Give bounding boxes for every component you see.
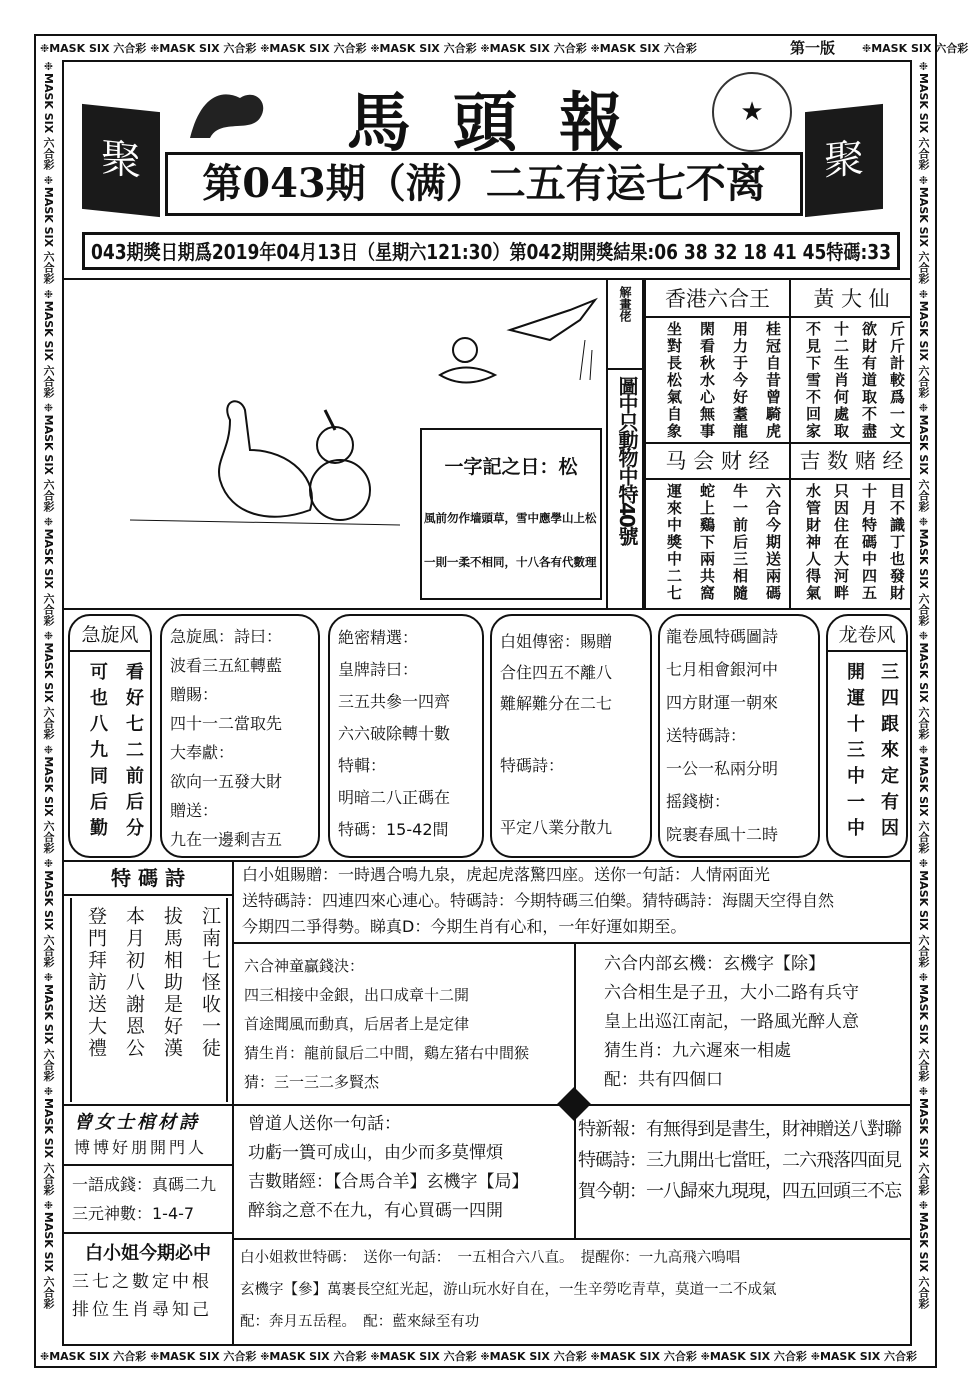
whirlwind-title: 急旋风	[70, 620, 150, 652]
text-line: 白小姐救世特碼： 送你一句話： 一五相合六八直。 提醒你：一九高飛六鳴唱	[240, 1250, 741, 1266]
border-text-top: ❉MASK SIX 六合彩 ❉MASK SIX 六合彩 ❉MASK SIX 六合彩 ❉MASK SIX 六合彩 ❉MASK SIX 六合彩 ❉MASK SIX 六合彩	[40, 42, 697, 55]
text-line: 三五共參一四齊	[338, 692, 451, 711]
wong-tai-sin-title: 黃 大 仙	[791, 282, 912, 318]
taoist-block	[248, 1110, 529, 1226]
issue-banner	[165, 152, 803, 216]
secret-box	[328, 614, 484, 858]
poem-column: 用力于今好耋龍	[731, 321, 749, 440]
white-sister-box	[490, 614, 652, 858]
special-news-block	[578, 1114, 901, 1207]
text-line: 今期四二爭得勢。睇真D：今期生肖有心和，一年好運如期至。	[242, 917, 687, 936]
tornado-title: 龙卷风	[828, 620, 906, 652]
poem-column: 目不識丁也發財	[888, 483, 906, 602]
horse-finance-poem	[652, 483, 784, 602]
text-line: 白小姐賜贈：一時遇合鳴九泉，虎起虎落驚四座。送你一句話：人情兩面光	[242, 865, 771, 884]
draw-info-line	[82, 232, 900, 270]
poem-column: 三四跟來定有因	[878, 662, 899, 844]
border-text-left: ❉MASK SIX 六合彩 ❉MASK SIX 六合彩 ❉MASK SIX 六合彩 ❉MASK SIX 六合彩 ❉MASK SIX 六合彩 ❉MASK SIX 六合彩 ❉MASK SIX 六合彩 ❉MASK SIX 六合彩 ❉MASK SIX 六合彩 ❉MASK SIX 六合彩 ❉MASK SIX 六合彩	[42, 60, 55, 1309]
poem-column: 桂冠自昔曾騎虎	[764, 321, 782, 440]
border-text-right: ❉MASK SIX 六合彩 ❉MASK SIX 六合彩 ❉MASK SIX 六合彩 ❉MASK SIX 六合彩 ❉MASK SIX 六合彩 ❉MASK SIX 六合彩 ❉MASK SIX 六合彩 ❉MASK SIX 六合彩 ❉MASK SIX 六合彩 ❉MASK SIX 六合彩 ❉MASK SIX 六合彩	[917, 60, 930, 1309]
border-text-bottom: ❉MASK SIX 六合彩 ❉MASK SIX 六合彩 ❉MASK SIX 六合彩 ❉MASK SIX 六合彩 ❉MASK SIX 六合彩 ❉MASK SIX 六合彩 ❉MASK SIX 六合彩 ❉MASK SIX 六合彩	[40, 1350, 918, 1363]
text-line: 猜生肖：龍前鼠后二中間，鷄左猪右中間猴	[244, 1044, 530, 1062]
poem-column: 斤斤計較爲一文	[888, 321, 906, 440]
goose-illustration	[120, 390, 410, 540]
text-line: 波看三五紅轉藍	[170, 656, 283, 675]
text-line: 大奉獻：	[170, 743, 235, 762]
hk-king-poem	[652, 321, 784, 440]
poem-column: 登門拜訪送大禮	[85, 906, 107, 1060]
word-of-day-box	[420, 428, 602, 600]
border-text-top-end: ❉MASK SIX 六合彩	[862, 42, 969, 55]
money-words	[64, 1164, 232, 1232]
text-line: 摇錢樹：	[666, 792, 731, 811]
whirlwind-poem	[76, 662, 146, 844]
miss-bai-box	[64, 1232, 232, 1330]
lady-zeng-title: 曾女士棺材詩	[64, 1104, 232, 1136]
text-line: 曾道人送你一句話：	[248, 1114, 401, 1134]
star-icon: ★	[740, 97, 764, 127]
text-line: 送特碼詩：四連四來心連心。特碼詩：今期特碼三伯樂。猜特碼詩：海闊天空得自然	[242, 891, 835, 910]
text-line: 六合神童贏錢決：	[244, 957, 365, 975]
tornado-poem	[833, 662, 901, 844]
row-divider	[232, 1238, 912, 1240]
flag-char: 聚	[824, 134, 864, 186]
text-line: 四三相接中金銀，出口成章十二開	[244, 986, 470, 1004]
text-line: 功虧一簣可成山，由少而多莫憚煩	[248, 1143, 503, 1163]
poem-column: 拔馬相助是好漢	[161, 906, 183, 1060]
poem-column: 可也八九同后勤	[87, 662, 108, 844]
word-of-day-title: 一字記之日：松	[444, 456, 578, 478]
text-line: 一公一私兩分明	[666, 759, 779, 778]
child-god-block	[244, 952, 529, 1097]
text-line: 玄機字【參】萬裹長空紅光起，游山玩水好自在，一生辛勞吃青草，莫道一二不成氣	[240, 1282, 777, 1298]
row-divider	[232, 942, 912, 944]
text-line: 六六破除轉十數	[338, 724, 451, 743]
miss-bai-line: 排位生肖尋知己	[72, 1300, 212, 1320]
tornado-poem-box	[658, 614, 820, 858]
inner-secret-block	[604, 950, 859, 1095]
masthead-title: 馬 頭 報	[346, 86, 634, 161]
poem-column: 六合今期送兩碼	[764, 483, 782, 602]
text-line: 贈賜：	[170, 685, 219, 704]
riddle-divider	[606, 368, 644, 370]
text-line: 送特碼詩：	[666, 726, 747, 745]
text-line: 醉翁之意不在九，有心買碼一四開	[248, 1201, 503, 1221]
poem-column: 江南七怪收一徒	[199, 906, 221, 1060]
official-stamp	[712, 72, 792, 152]
money-word-line: 一語成錢：真碼二九	[72, 1175, 217, 1194]
poem-column: 牛一前后三相隨	[731, 483, 749, 602]
whirlwind-poem-box	[160, 614, 320, 858]
text-line: 吉數賭經：【合馬合羊】玄機字【局】	[248, 1172, 529, 1192]
hk-king-title: 香港六合王	[646, 282, 789, 318]
text-line: 特碼：15-42間	[338, 820, 449, 839]
poem-column: 看好七二前后分	[123, 662, 144, 844]
wong-tai-sin-poem	[796, 321, 908, 440]
text-line: 合住四五不離八	[500, 663, 613, 682]
text-line: 白姐傳密：賜贈	[500, 632, 613, 651]
text-line: 四十一二當取先	[170, 714, 283, 733]
issue-banner-text: 第043期（满）二五有运七不离	[202, 160, 766, 207]
special-poem	[74, 906, 224, 1060]
edition-label: 第一版	[790, 39, 836, 57]
shark-octopus-illustration	[420, 290, 605, 400]
text-line: 特新報：有無得到是書生，財神贈送八對聯	[578, 1119, 901, 1140]
poem-column: 開運十三中一中	[844, 662, 865, 844]
text-line: 特輯：	[338, 756, 387, 775]
text-line: 龍卷風特碼圖詩	[666, 627, 779, 646]
text-line: 絶密精選：	[338, 628, 419, 647]
special-poem-title: 特 碼 詩	[64, 862, 232, 896]
text-line: 平定八業分散九	[500, 818, 613, 837]
miss-bai-line: 三七之數定中根	[72, 1272, 212, 1292]
poem-column: 十二生肖何處取	[832, 321, 850, 440]
text-line: 皇上出巡江南記，一路風光醉人意	[604, 1012, 859, 1032]
text-line: 明暗二八正碼在	[338, 788, 451, 807]
poem-column: 不見下雪不回家	[804, 321, 822, 440]
text-line: 配：奔月五岳程。 配：藍來緑至有功	[240, 1314, 480, 1330]
text-line: 六合相生是子丑，大小二路有兵守	[604, 983, 859, 1003]
text-line: 急旋風：詩曰：	[170, 627, 283, 646]
text-line: 首途聞風而動真，后居者上是定律	[244, 1015, 470, 1033]
draw-info-text: 043期獎日期爲2019年04月13日（星期六121:30）第042期開獎結果:06 38 32 18 41 45特碼:33	[91, 240, 892, 264]
text-line: 欲向一五發大財	[170, 772, 283, 791]
text-line: 贈送：	[170, 801, 219, 820]
word-of-day-line: 一則一柔不相同，十八各有代數理	[424, 555, 597, 569]
text-line: 猜：三一三二多賢杰	[244, 1073, 380, 1091]
dragon-logo-icon	[180, 78, 280, 148]
left-flag	[82, 104, 160, 217]
poem-column: 本月初八謝恩公	[123, 906, 145, 1060]
poem-column: 蛇上鷄下兩共窩	[698, 483, 716, 602]
text-line: 難解難分在二七	[500, 694, 613, 713]
text-line: 四方財運一朝來	[666, 693, 779, 712]
lucky-gamble-title: 吉 数 赌 经	[791, 442, 912, 480]
poem-column: 十月特碼中四五	[860, 483, 878, 602]
text-line: 配：共有四個口	[604, 1070, 723, 1090]
riddle-hint: 圖中只動物中特40號	[615, 376, 639, 544]
poem-column: 只因住在大河畔	[832, 483, 850, 602]
bottom-block	[240, 1242, 777, 1338]
poem-column: 坐對長松氣自象	[665, 321, 683, 440]
lucky-gamble-poem	[796, 483, 908, 602]
miss-bai-title: 白小姐今期必中	[85, 1243, 211, 1264]
text-line	[500, 719, 642, 750]
text-line: 院裹春風十二時	[666, 825, 779, 844]
text-line: 六合内部玄機：玄機字【除】	[604, 954, 825, 974]
text-line: 賀今朝：一八歸來九現現，四五回頭三不忘	[578, 1181, 901, 1202]
money-word-line: 三元神數：1-4-7	[72, 1204, 195, 1223]
horse-finance-title: 马 会 财 经	[646, 442, 789, 480]
bai-gift-block	[242, 862, 834, 940]
flag-char: 聚	[101, 134, 141, 186]
text-line: 猜生肖：九六遲來一相處	[604, 1041, 791, 1061]
text-line: 七月相會銀河中	[666, 660, 779, 679]
text-line: 特碼詩：	[500, 756, 565, 775]
text-line: 皇牌詩曰：	[338, 660, 419, 679]
text-line: 九在一邊剩吉五	[170, 830, 283, 849]
poem-column: 運來中獎中二七	[665, 483, 683, 602]
poem-column: 水管財神人得氣	[804, 483, 822, 602]
poem-column: 欲財有道取不盡	[860, 321, 878, 440]
right-flag	[805, 104, 883, 217]
left-column-divider	[232, 860, 234, 1346]
poem-column: 閑看秋水心無事	[698, 321, 716, 440]
riddle-label: 解畫佬	[618, 286, 632, 322]
text-line	[500, 781, 642, 812]
word-of-day-line: 風前勿作墙頭草，雪中應學山上松	[424, 511, 597, 525]
lady-zeng-line: 博博好朋開門人	[74, 1138, 208, 1157]
text-line: 特碼詩：三九開出七當旺，二六飛落四面見	[578, 1150, 901, 1171]
row-divider	[62, 608, 912, 610]
